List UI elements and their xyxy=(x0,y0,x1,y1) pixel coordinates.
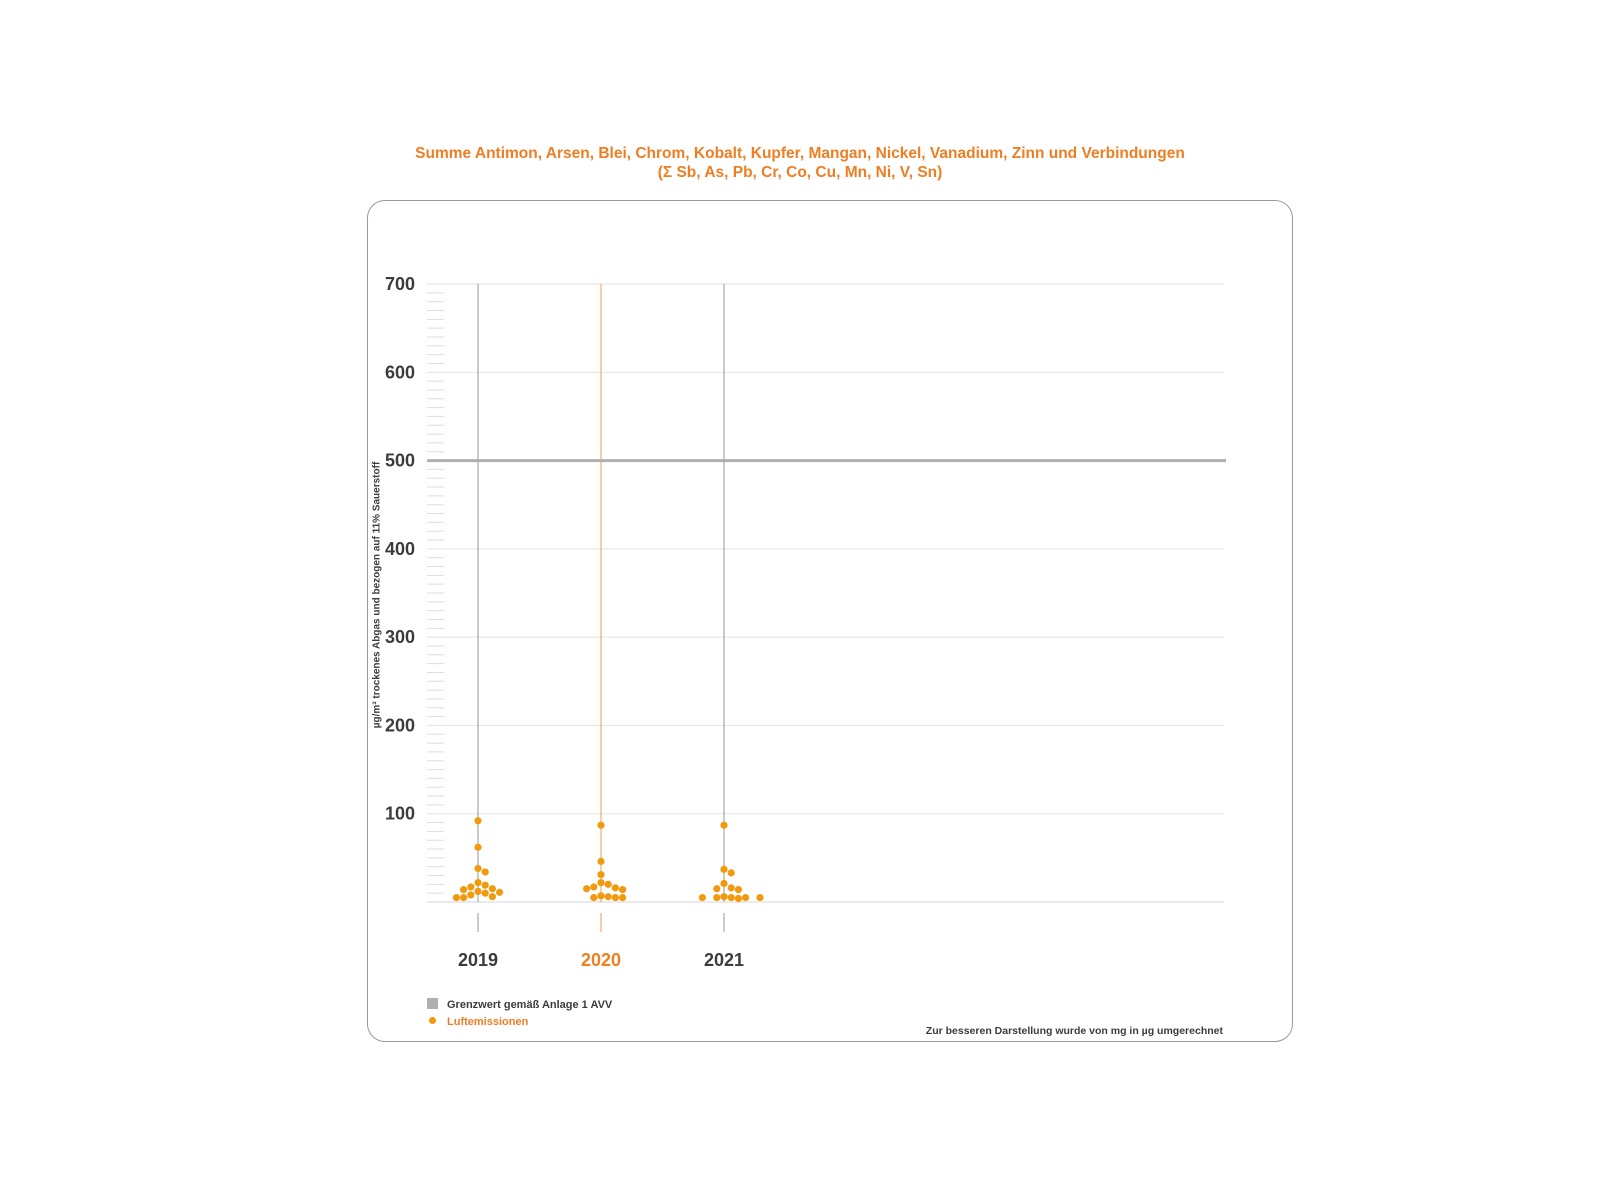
data-point-2021 xyxy=(720,893,727,900)
data-point-2020 xyxy=(605,881,612,888)
x-tick-label-2021: 2021 xyxy=(703,950,745,970)
data-point-2019 xyxy=(474,844,481,851)
data-point-2019 xyxy=(467,891,474,898)
data-point-2020 xyxy=(612,894,619,901)
y-tick-label: 300 xyxy=(384,627,415,648)
data-point-2019 xyxy=(474,817,481,824)
data-point-2021 xyxy=(713,894,720,901)
y-tick-label: 500 xyxy=(384,450,415,471)
legend-limit-label: Grenzwert gemäß Anlage 1 AVV xyxy=(447,999,613,1011)
data-point-2021 xyxy=(728,884,735,891)
data-point-2021 xyxy=(728,894,735,901)
y-tick-label: 100 xyxy=(384,803,415,824)
data-point-2019 xyxy=(467,883,474,890)
data-point-2020 xyxy=(597,871,604,878)
y-tick-label: 700 xyxy=(384,274,415,294)
data-point-2021 xyxy=(756,894,763,901)
data-point-2020 xyxy=(612,884,619,891)
chart-title-line-1: Summe Antimon, Arsen, Blei, Chrom, Kobalt, Kupfer, Mangan, Nickel, Vanadium, Zinn und Verbindungen xyxy=(415,145,1185,162)
data-point-2020 xyxy=(619,886,626,893)
x-tick-labels xyxy=(458,950,744,970)
data-point-2019 xyxy=(453,894,460,901)
data-point-2021 xyxy=(713,885,720,892)
y-axis-label: µg/m³ trockenes Abgas und bezogen auf 11% Sauerstoff xyxy=(371,461,383,729)
data-point-2021 xyxy=(720,880,727,887)
legend-emissions-label: Luftemissionen xyxy=(447,1016,529,1028)
data-point-2020 xyxy=(597,858,604,865)
gridlines xyxy=(427,284,1224,902)
data-point-2021 xyxy=(735,886,742,893)
data-points xyxy=(453,817,764,902)
emissions-swatch xyxy=(429,1017,436,1024)
limit-swatch xyxy=(427,998,438,1009)
data-point-2021 xyxy=(728,869,735,876)
data-point-2021 xyxy=(720,822,727,829)
minor-ticks xyxy=(427,293,444,893)
data-point-2021 xyxy=(699,894,706,901)
data-point-2019 xyxy=(460,894,467,901)
data-point-2020 xyxy=(597,892,604,899)
data-point-2020 xyxy=(583,885,590,892)
data-point-2020 xyxy=(605,893,612,900)
data-point-2020 xyxy=(590,894,597,901)
data-point-2019 xyxy=(489,893,496,900)
data-point-2021 xyxy=(720,866,727,873)
y-tick-label: 400 xyxy=(384,538,415,559)
legend-emissions xyxy=(427,1016,528,1028)
footnote: Zur besseren Darstellung wurde von mg in µg umgerechnet xyxy=(925,1025,1223,1037)
data-point-2019 xyxy=(496,889,503,896)
y-tick-label: 200 xyxy=(384,715,415,736)
data-point-2019 xyxy=(489,885,496,892)
data-point-2019 xyxy=(482,868,489,875)
data-point-2020 xyxy=(619,894,626,901)
x-tick-label-2019: 2019 xyxy=(457,950,499,970)
data-point-2019 xyxy=(474,888,481,895)
data-point-2019 xyxy=(482,890,489,897)
data-point-2019 xyxy=(474,865,481,872)
data-point-2019 xyxy=(482,882,489,889)
chart-title-line-2: (Σ Sb, As, Pb, Cr, Co, Cu, Mn, Ni, V, Sn) xyxy=(657,164,943,181)
data-point-2021 xyxy=(742,894,749,901)
data-point-2020 xyxy=(597,879,604,886)
y-tick-labels xyxy=(385,274,415,824)
data-point-2021 xyxy=(735,895,742,902)
data-point-2019 xyxy=(460,886,467,893)
x-tick-label-2020: 2020 xyxy=(580,950,622,970)
legend-limit xyxy=(427,998,612,1011)
data-point-2020 xyxy=(590,883,597,890)
data-point-2019 xyxy=(474,879,481,886)
category-lines xyxy=(478,284,724,932)
y-tick-label: 600 xyxy=(384,362,415,383)
data-point-2020 xyxy=(597,822,604,829)
